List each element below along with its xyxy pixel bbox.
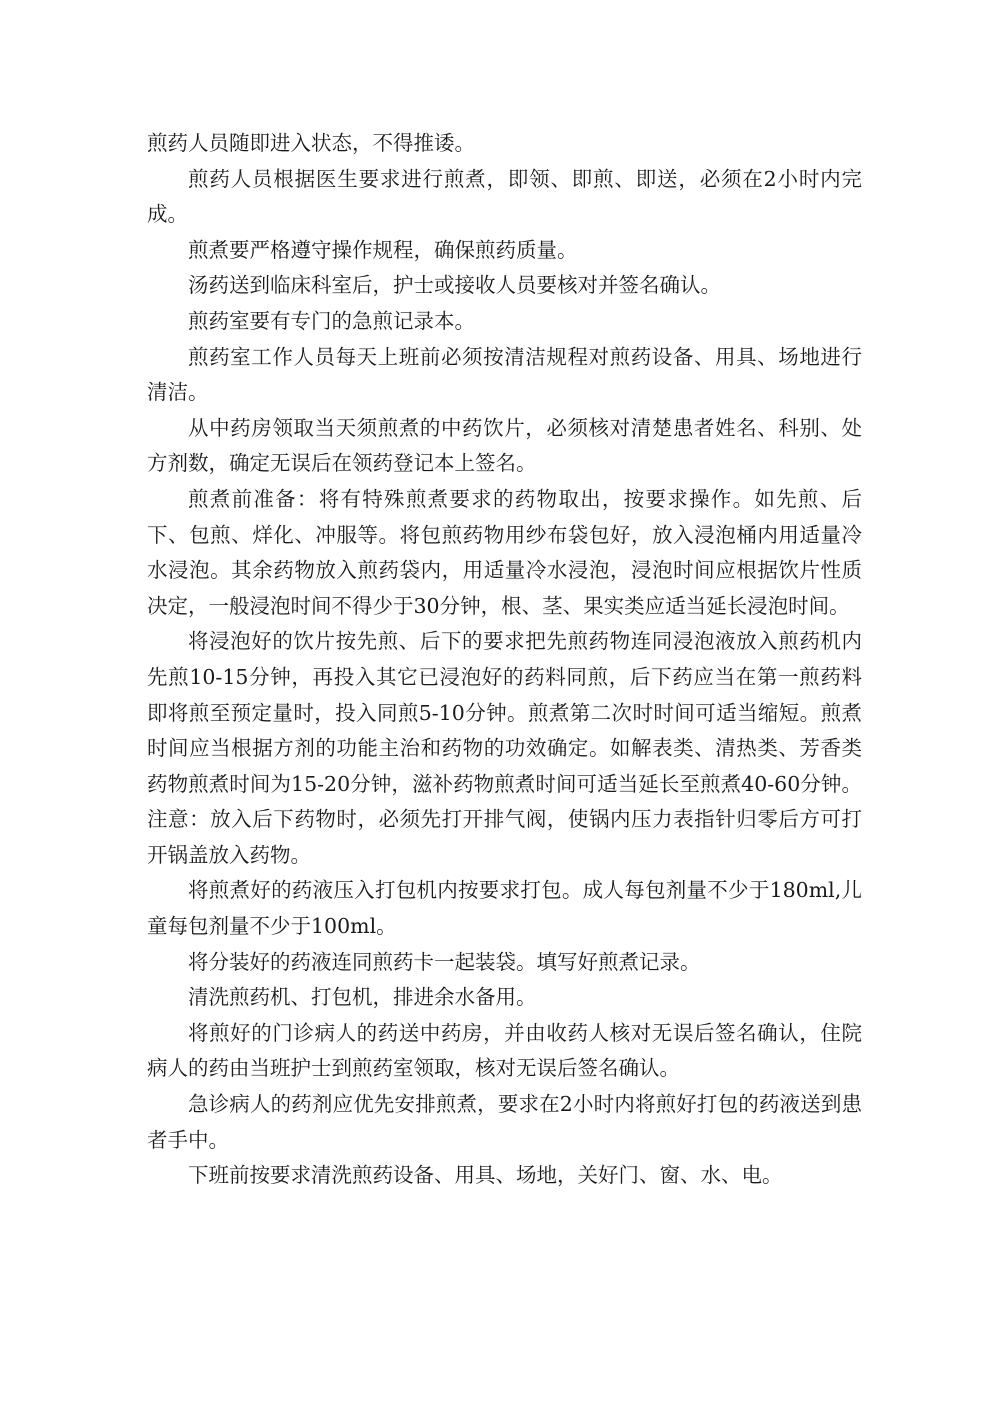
paragraph: 煎药室要有专门的急煎记录本。 [188,308,475,333]
document-body [147,126,862,1194]
paragraph-continued: 煎药人员随即进入状态，不得推诿。 [147,131,475,155]
paragraph: 将煎好的门诊病人的药送中药房，并由收药人核对无误后签名确认，住院病人的药由当班护士到煎药室领取，核对无误后签名确认。 [147,1020,862,1081]
paragraph: 从中药房领取当天须煎煮的中药饮片，必须核对清楚患者姓名、科别、处方剂数，确定无误后在领药登记本上签名。 [147,415,862,476]
paragraph: 将分装好的药液连同煎药卡一起装袋。填写好煎煮记录。 [188,949,701,974]
paragraph: 将煎煮好的药液压入打包机内按要求打包。成人每包剂量不少于180ml,儿童每包剂量不少于100ml。 [147,878,862,939]
paragraph: 煎药人员根据医生要求进行煎煮，即领、即煎、即送，必须在2小时内完成。 [147,166,862,227]
paragraph: 煎煮前准备：将有特殊煎煮要求的药物取出，按要求操作。如先煎、后下、包煎、烊化、冲服等。将包煎药物用纱布袋包好，放入浸泡桶内用适量冷水浸泡。其余药物放入煎药袋内，用适量冷水浸泡，浸泡时间应根据饮片性质决定，一般浸泡时间不得少于30分钟，根、茎、果实类应适当延长浸泡时间。 [147,486,862,618]
paragraph: 煎煮要严格遵守操作规程，确保煎药质量。 [188,237,578,262]
paragraph: 汤药送到临床科室后，护士或接收人员要核对并签名确认。 [188,273,721,298]
paragraph: 清洗煎药机、打包机，排进余水备用。 [188,985,537,1010]
paragraph: 下班前按要求清洗煎药设备、用具、场地，关好门、窗、水、电。 [188,1163,783,1188]
paragraph: 将浸泡好的饮片按先煎、后下的要求把先煎药物连同浸泡液放入煎药机内先煎10-15分钟，再投入其它已浸泡好的药料同煎，后下药应当在第一煎药料即将煎至预定量时，投入同煎5-10分钟。煎煮第二次时时间可适当缩短。煎煮时间应当根据方剂的功能主治和药物的功效确定。如解表类、清热类、芳香类药物煎煮时间为15-20分钟，滋补药物煎煮时间可适当延长至煎煮40-60分钟。注意：放入后下药物时，必须先打开排气阀，使锅内压力表指针归零后方可打开锅盖放入药物。 [147,629,862,867]
paragraph: 急诊病人的药剂应优先安排煎煮，要求在2小时内将煎好打包的药液送到患者手中。 [147,1092,862,1152]
paragraph: 煎药室工作人员每天上班前必须按清洁规程对煎药设备、用具、场地进行清洁。 [147,344,862,405]
